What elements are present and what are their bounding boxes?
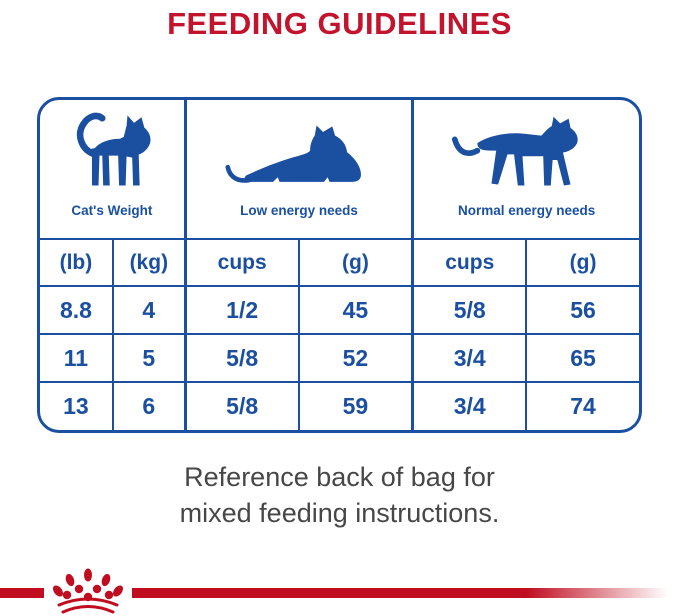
table-cell: 3/4 xyxy=(411,333,525,381)
table-cell: 45 xyxy=(298,285,412,333)
group-label: Low energy needs xyxy=(240,203,358,218)
royal-canin-crown-logo xyxy=(46,564,130,616)
table-cell: 11 xyxy=(40,333,112,381)
group-header-low-energy xyxy=(184,100,412,238)
footnote-line: Reference back of bag for xyxy=(184,462,495,492)
group-header-cats-weight xyxy=(40,100,184,238)
table-cell: 3/4 xyxy=(411,381,525,430)
table-cell: 65 xyxy=(525,333,639,381)
red-band-right xyxy=(132,588,679,598)
page-title: FEEDING GUIDELINES xyxy=(167,6,512,41)
table-cell: 52 xyxy=(298,333,412,381)
table-cell: 8.8 xyxy=(40,285,112,333)
standing-cat-icon xyxy=(63,107,161,193)
group-label: Normal energy needs xyxy=(457,203,596,218)
feeding-table xyxy=(37,97,642,433)
table-cell: 1/2 xyxy=(184,285,298,333)
red-band-left xyxy=(0,588,44,598)
col-header-kg: (kg) xyxy=(112,238,184,285)
col-header-cups-normal: cups xyxy=(411,238,525,285)
lying-cat-icon xyxy=(225,119,373,193)
table-cell: 4 xyxy=(112,285,184,333)
table-cell: 56 xyxy=(525,285,639,333)
table-cell: 13 xyxy=(40,381,112,430)
col-header-g-normal: (g) xyxy=(525,238,639,285)
group-header-normal-energy xyxy=(411,100,639,238)
brand-footer xyxy=(0,560,679,614)
table-cell: 5 xyxy=(112,333,184,381)
table-cell: 6 xyxy=(112,381,184,430)
table-cell: 59 xyxy=(298,381,412,430)
walking-cat-icon xyxy=(451,113,602,193)
footnote xyxy=(0,459,679,531)
table-cell: 5/8 xyxy=(184,333,298,381)
group-label: Cat's Weight xyxy=(71,203,153,218)
page-header xyxy=(0,6,679,42)
table-cell: 5/8 xyxy=(411,285,525,333)
footnote-line: mixed feeding instructions. xyxy=(179,498,500,528)
col-header-g-low: (g) xyxy=(298,238,412,285)
table-cell: 74 xyxy=(525,381,639,430)
col-header-lb: (lb) xyxy=(40,238,112,285)
col-header-cups-low: cups xyxy=(184,238,298,285)
table-cell: 5/8 xyxy=(184,381,298,430)
